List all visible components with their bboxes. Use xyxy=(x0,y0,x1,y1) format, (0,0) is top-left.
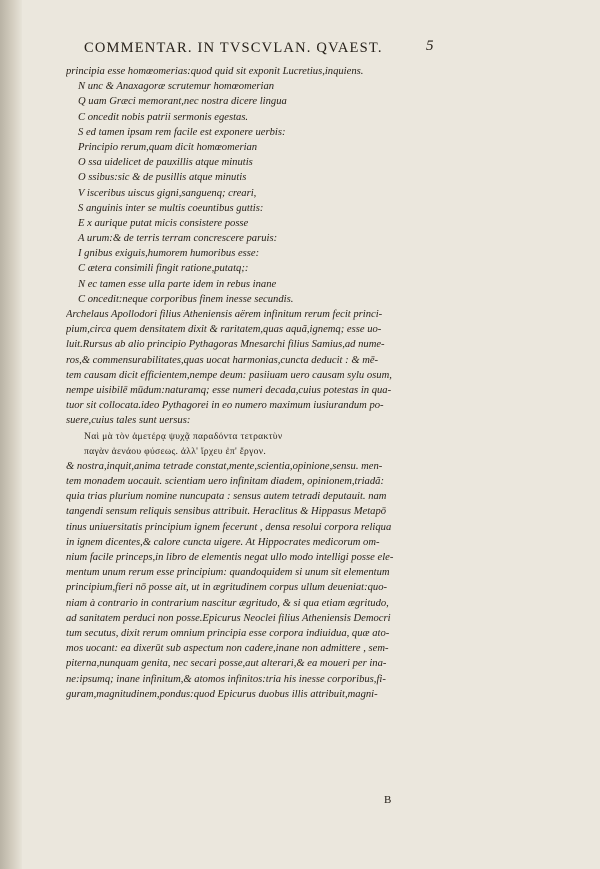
prose-line: nempe uisibilē mūdum:naturamq; esse numeri decada,cuius potestas in qua- xyxy=(66,384,392,396)
verse-line: N unc & Anaxagoræ scrutemur homœomerian xyxy=(78,81,275,93)
prose-line: luit.Rursus ab alio principio Pythagoras Mnesarchi filius Samius,ad nume- xyxy=(66,339,385,351)
verse-line: N ec tamen esse ulla parte idem in rebus inane xyxy=(78,278,277,290)
prose-line: niam à contrario in contrarium nascitur ægritudo, & si qua etiam ægritudo, xyxy=(66,597,389,609)
prose-line: tinus uniuersitatis principium ignem fecerunt , densa resolui corpora reliqua xyxy=(66,521,392,533)
verse-line: C oncedit:neque corporibus finem inesse secundis. xyxy=(78,293,294,305)
book-page xyxy=(22,0,600,869)
prose-line: quia trias plurium nomine nuncupata : sensus autem tetradi deputauit. nam xyxy=(66,491,387,503)
prose-line: tem monadem uocauit. scientiam uero infinitam diadem, opinionem,triadã: xyxy=(66,476,384,488)
prose-line: ad sanitatem perduci non posse.Epicurus Neoclei filius Atheniensis Democri xyxy=(66,612,391,624)
verse-line: S anguinis inter se multis coeuntibus guttis: xyxy=(78,202,264,214)
prose-line: mentum unum rerum esse principium: quandoquidem si unum sit elementum xyxy=(66,567,390,579)
running-head: COMMENTAR. IN TVSCVLAN. QVAEST. xyxy=(84,40,383,56)
verse-line: I gnibus exiguis,humorem humoribus esse: xyxy=(78,248,260,260)
prose-line: tuor sit collocata.ideo Pythagorei in eo numero maximum iusiurandum po- xyxy=(66,400,384,412)
prose-line: tum secutus, dixit rerum omnium principia esse corpora indiuidua, quæ ato- xyxy=(66,627,390,639)
verse-line: S ed tamen ipsam rem facile est exponere uerbis: xyxy=(78,126,286,138)
page-gutter-shadow xyxy=(0,0,22,869)
verse-line: E x aurique putat micis consistere posse xyxy=(78,217,249,229)
prose-line: mos uocant: ea dixerūt sub aspectum non cadere,inane non admittere , sem- xyxy=(66,643,389,655)
prose-line: principia esse homœomerias:quod quid sit exponit Lucretius,inquiens. xyxy=(66,66,364,77)
prose-line: guram,magnitudinem,pondus:quod Epicurus duobus illis attribuit,magni- xyxy=(66,688,378,700)
prose-line: Archelaus Apollodori filius Atheniensis aërem infinitum rerum fecit princi- xyxy=(66,309,383,320)
verse-line: Q uam Græci memorant,nec nostra dicere lingua xyxy=(78,96,287,108)
page-number: 5 xyxy=(426,38,434,54)
prose-line: ros,& commensurabilitates,quas uocat harmonias,cuncta deducit : & mē- xyxy=(66,354,379,366)
verse-line: C ætera consimili fingit ratione,putatq;: xyxy=(78,263,249,275)
verse-line: O ssibus:sic & de pusillis atque minutis xyxy=(78,172,247,184)
prose-line: piterna,nunquam genita, nec secari posse,aut alterari,& ea moueri per ina- xyxy=(66,658,387,670)
prose-line: suere,cuius tales sunt uersus: xyxy=(66,415,191,427)
signature-mark: B xyxy=(384,794,392,806)
prose-line: pium,circa quem densitatem dixit & raritatem,quas aquã,ignemq; esse uo- xyxy=(66,324,382,336)
verse-line: Principio rerum,quam dicit homœomerian xyxy=(78,141,258,153)
verse-line: A urum:& de terris terram concrescere paruis: xyxy=(78,233,278,245)
verse-line: O ssa uidelicet de pauxillis atque minutis xyxy=(78,157,253,169)
prose-line: ne:ipsumq; inane infinitum,& atomos infinitos:tria his inesse corporibus,fi- xyxy=(66,673,386,685)
text-block xyxy=(66,64,458,702)
verse-line: V isceribus uiscus gigni,sanguenq; creari, xyxy=(78,187,257,199)
greek-verse-line: Ναὶ μὰ τὸν ἁμετέρᾳ ψυχᾷ παραδόντα τετρακτὺν xyxy=(84,430,283,442)
prose-line: nium facile princeps,in libro de elementis negat ullo modo intelligi posse ele- xyxy=(66,552,394,563)
prose-line: & nostra,inquit,anima tetrade constat,mente,scientia,opinione,sensu. men- xyxy=(66,460,383,472)
prose-line: tangendi sensum reliquis sensibus attribuit. Heraclitus & Hippasus Metapō xyxy=(66,506,387,518)
prose-line: tem causam dicit efficientem,nempe deum: pasiiuam uero causam sylu osum, xyxy=(66,369,392,381)
greek-verse-line: παγὰν ἀενάου φύσεως. ἀλλ' ἴρχευ ἐπ' ἔργον. xyxy=(84,445,267,457)
prose-line: principium,fieri nō posse ait, ut in ægritudinem corpus ullum deueniat:quo- xyxy=(66,582,388,594)
verse-line: C oncedit nobis patrii sermonis egestas. xyxy=(78,111,249,123)
prose-line: in ignem dicentes,& calore cuncta uigere. At Hippocrates medicorum om- xyxy=(66,536,380,548)
